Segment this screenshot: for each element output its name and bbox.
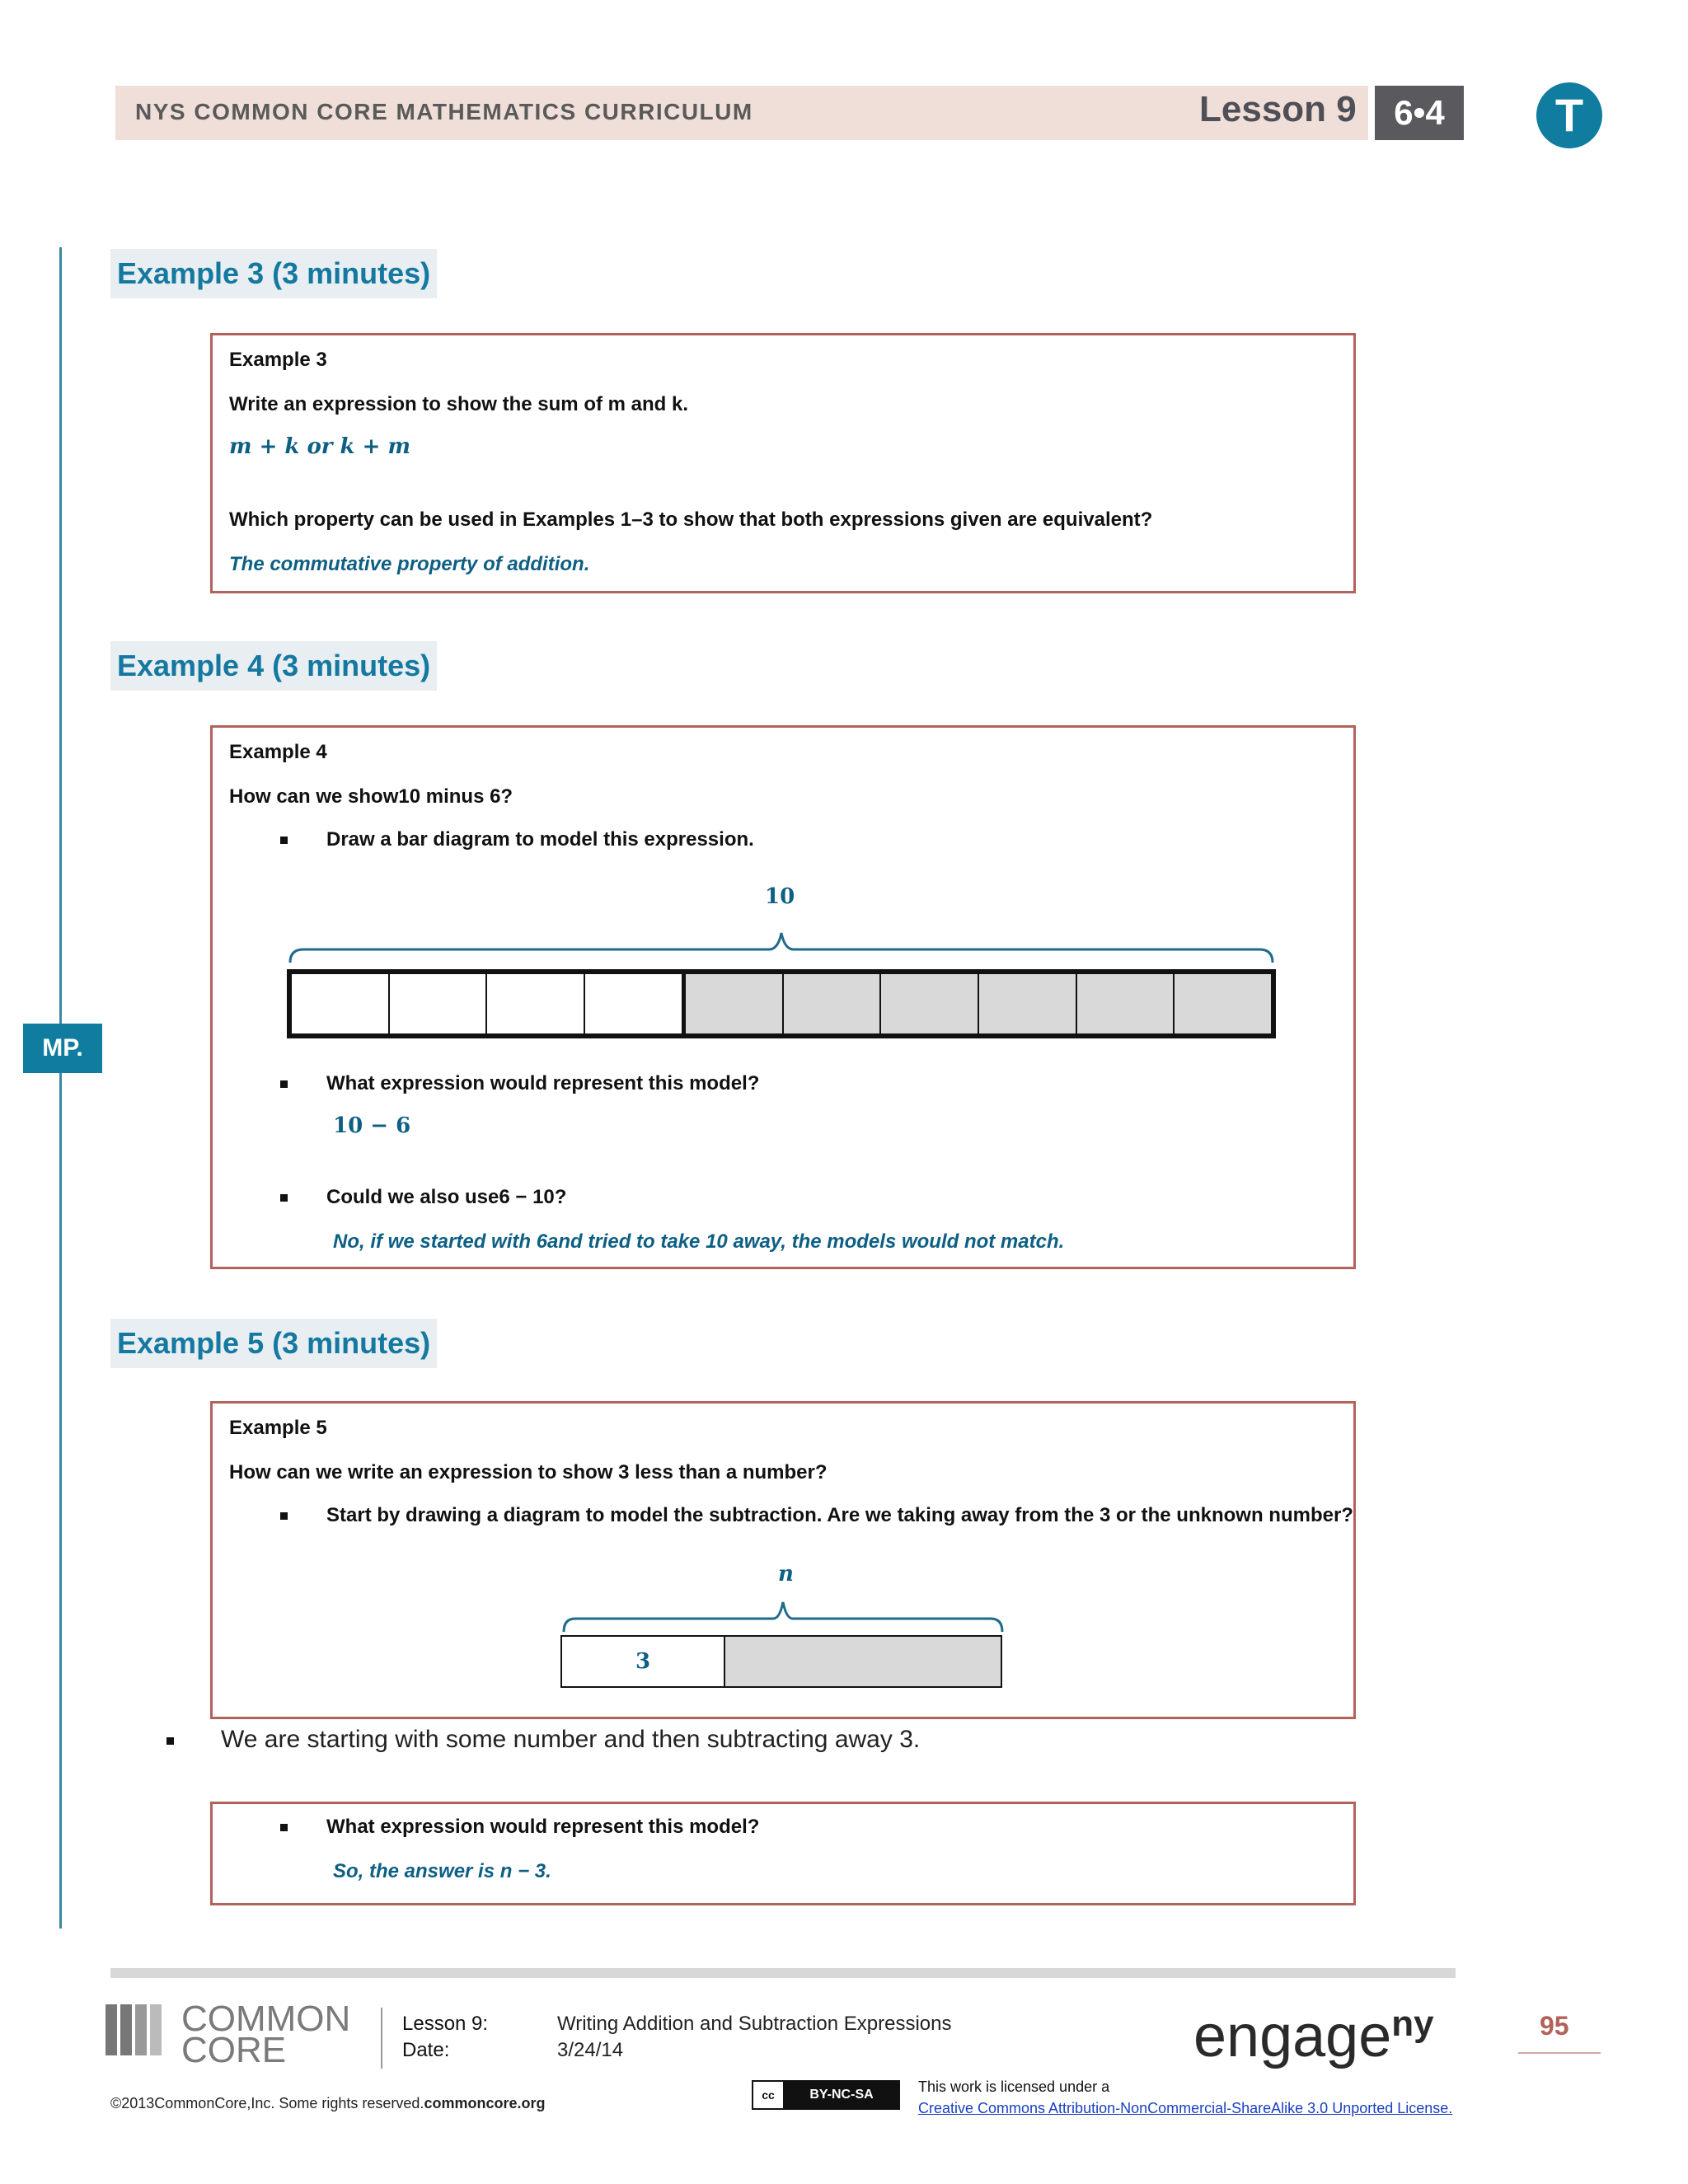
example-4-bullet-3-answer: No, if we started with 6and tried to take 10 away, the models would not match. bbox=[333, 1230, 1065, 1253]
cc-icon: cc bbox=[753, 2082, 785, 2108]
bar-part-3-label: 3 bbox=[635, 1649, 651, 1674]
bar-cell bbox=[686, 974, 784, 1033]
copyright bbox=[110, 2095, 545, 2112]
logo-common: COMMON bbox=[181, 1999, 351, 2039]
bullet-icon bbox=[280, 1194, 288, 1202]
bullet-icon bbox=[280, 837, 288, 844]
brace-n bbox=[560, 1599, 1006, 1635]
margin-line bbox=[59, 247, 62, 1929]
license-line-1: This work is licensed under a bbox=[918, 2079, 1110, 2095]
bar-cell bbox=[292, 974, 390, 1033]
copyright-site: commoncore.org bbox=[424, 2095, 546, 2111]
page-number-underline bbox=[1518, 2052, 1601, 2054]
example-5-title: Example 5 bbox=[229, 1417, 327, 1439]
grade-module-badge: 6•4 bbox=[1375, 86, 1464, 140]
bar-diagram-10 bbox=[287, 969, 1276, 1038]
bar-cell bbox=[1175, 974, 1271, 1033]
bar-cell bbox=[784, 974, 882, 1033]
page-number: 95 bbox=[1540, 2011, 1569, 2041]
bar-cell bbox=[390, 974, 488, 1033]
bar-diagram-n bbox=[560, 1635, 1002, 1688]
engage-sup: ny bbox=[1391, 2004, 1434, 2044]
bar-cell bbox=[979, 974, 1077, 1033]
license-link[interactable]: Creative Commons Attribution-NonCommercial-ShareAlike 3.0 Unported License. bbox=[918, 2100, 1453, 2116]
bar-cell bbox=[487, 974, 585, 1033]
example-4-title: Example 4 bbox=[229, 741, 327, 763]
cc-badge-text: BY-NC-SA bbox=[785, 2082, 898, 2108]
example-4-bullet-3: Could we also use6 − 10? bbox=[326, 1186, 567, 1208]
lesson-label: Lesson 9: bbox=[402, 2013, 489, 2035]
example-5-free-text: We are starting with some number and then subtracting away 3. bbox=[221, 1726, 921, 1753]
example-5-bullet-2-answer: So, the answer is n − 3. bbox=[333, 1860, 551, 1882]
date-value: 3/24/14 bbox=[557, 2039, 624, 2061]
footer-divider bbox=[381, 2008, 382, 2069]
bullet-icon bbox=[280, 1080, 288, 1088]
example-5-heading: Example 5 (3 minutes) bbox=[110, 1319, 437, 1368]
example-3-prompt: Write an expression to show the sum of m and k. bbox=[229, 393, 688, 415]
copyright-prefix: ©2013CommonCore,Inc. Some rights reserved. bbox=[110, 2095, 424, 2111]
example-4-prompt: How can we show10 minus 6? bbox=[229, 785, 513, 808]
example-3-question-answer: The commutative property of addition. bbox=[229, 553, 590, 575]
example-5-prompt: How can we write an expression to show 3 less than a number? bbox=[229, 1461, 828, 1483]
example-5-bar-label: n bbox=[778, 1562, 794, 1586]
date-label: Date: bbox=[402, 2039, 450, 2061]
example-3-heading: Example 3 (3 minutes) bbox=[110, 249, 437, 298]
example-5-bullet-2: What expression would represent this model? bbox=[326, 1816, 760, 1838]
bullet-icon bbox=[280, 1512, 288, 1520]
logo-core: CORE bbox=[181, 2030, 287, 2070]
lesson-title: Lesson 9 bbox=[1199, 89, 1357, 129]
teacher-badge-icon: T bbox=[1536, 82, 1602, 148]
footer-bar bbox=[110, 1968, 1456, 1978]
example-4-bar-label: 10 bbox=[765, 884, 795, 909]
mp-badge: MP. bbox=[23, 1024, 102, 1073]
bullet-icon bbox=[280, 1824, 288, 1831]
bar-cell bbox=[585, 974, 686, 1033]
example-4-heading: Example 4 (3 minutes) bbox=[110, 641, 437, 691]
example-5-bullet-1: Start by drawing a diagram to model the subtraction. Are we taking away from the 3 or the unknown number? bbox=[326, 1504, 1353, 1526]
example-4-bullet-2: What expression would represent this model? bbox=[326, 1072, 760, 1094]
example-3-answer: m + k or k + m bbox=[229, 434, 410, 459]
lesson-value: Writing Addition and Subtraction Expressions bbox=[557, 2013, 952, 2035]
example-4-bullet-1: Draw a bar diagram to model this expression. bbox=[326, 828, 754, 851]
example-4-bullet-2-answer: 10 − 6 bbox=[333, 1113, 411, 1138]
bar-cell bbox=[1077, 974, 1175, 1033]
example-3-question: Which property can be used in Examples 1–3 to show that both expressions given are equivalent? bbox=[229, 509, 1153, 531]
bar-part-3 bbox=[562, 1637, 725, 1686]
bar-remainder bbox=[725, 1637, 1001, 1686]
example-3-title: Example 3 bbox=[229, 349, 327, 371]
curriculum-title: NYS COMMON CORE MATHEMATICS CURRICULUM bbox=[135, 99, 753, 124]
common-core-logo-icon bbox=[106, 2004, 171, 2055]
bar-cell bbox=[881, 974, 979, 1033]
brace-10 bbox=[287, 926, 1276, 968]
engageny-logo bbox=[1193, 2003, 1434, 2070]
cc-license-badge bbox=[752, 2080, 900, 2110]
engage-text: engage bbox=[1193, 2004, 1392, 2069]
example-3-box bbox=[210, 333, 1356, 593]
bullet-icon bbox=[166, 1737, 174, 1745]
example-5-box-2 bbox=[210, 1802, 1356, 1905]
